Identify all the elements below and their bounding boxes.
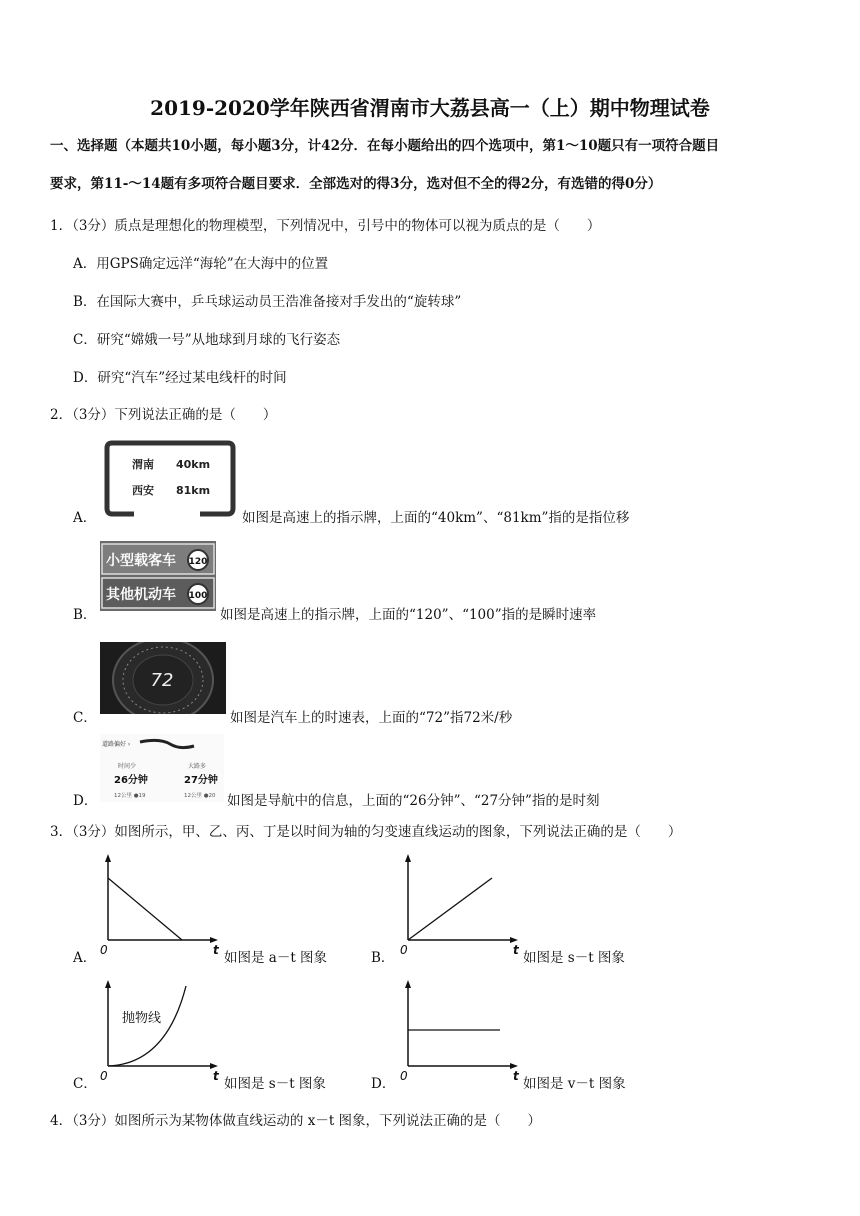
sign-distance-1: 40km [176, 458, 211, 471]
graph-d-axis: t [513, 1069, 519, 1082]
graph-a-origin: 0 [100, 943, 108, 956]
section-heading-line1: 一、选择题（本题共10小题，每小题3分，计42分．在每小题给出的四个选项中，第1～10题只有一项符合题目 [50, 138, 720, 154]
sign-speed-1: 120 [188, 557, 208, 567]
q2-option-b-text: 如图是高速上的指示牌，上面的“120”、“100”指的是瞬时速率 [220, 607, 597, 623]
graph-b-origin: 0 [400, 943, 408, 956]
q1-option-a: A．用GPS确定远洋“海轮”在大海中的位置 [73, 256, 329, 272]
graph-c-curve-label: 抛物线 [122, 1011, 162, 1026]
exam-title: 2019-2020学年陕西省渭南市大荔县高一（上）期中物理试卷 [150, 96, 710, 120]
q2-option-a-text: 如图是高速上的指示牌，上面的“40km”、“81km”指的是指位移 [242, 510, 630, 526]
graph-c-origin: 0 [100, 1069, 108, 1082]
graph-c-parabola [96, 978, 220, 1082]
q1-option-b: B．在国际大赛中，乒乓球运动员王浩准备接对手发出的“旋转球” [73, 294, 462, 310]
graph-c-axis: t [213, 1069, 219, 1082]
sign-place-2: 西安 [132, 484, 154, 497]
q3-option-d-letter: D． [371, 1076, 396, 1092]
sign-vehicle-2: 其他机动车 [106, 587, 176, 603]
speedometer-image [100, 642, 226, 714]
q1-stem: 1．（3分）质点是理想化的物理模型，下列情况中，引号中的物体可以视为质点的是（ ） [50, 218, 601, 234]
q1-option-d: D．研究“汽车”经过某电线杆的时间 [73, 370, 287, 386]
route2-time: 27分钟 [184, 775, 218, 786]
q2-option-d-text: 如图是导航中的信息，上面的“26分钟”、“27分钟”指的是时刻 [227, 793, 600, 809]
q3-option-a-letter: A． [73, 950, 97, 966]
graph-d-horizontal-line [396, 978, 520, 1082]
q2-option-d-letter: D． [73, 793, 98, 809]
graph-d-origin: 0 [400, 1069, 408, 1082]
q2-option-b-letter: B． [73, 607, 97, 623]
q2-stem: 2．（3分）下列说法正确的是（ ） [50, 407, 277, 423]
graph-b-axis: t [513, 943, 519, 956]
route1-time: 26分钟 [114, 775, 148, 786]
q2-option-a-letter: A． [73, 510, 97, 526]
q3-stem: 3．（3分）如图所示，甲、乙、丙、丁是以时间为轴的匀变速直线运动的图象，下列说法正确的是（ ） [50, 824, 682, 840]
sign-vehicle-1: 小型载客车 [106, 553, 176, 569]
q4-stem: 4．（3分）如图所示为某物体做直线运动的 x－t 图象，下列说法正确的是（ ） [50, 1113, 542, 1129]
graph-a-axis: t [213, 943, 219, 956]
q3-option-c-letter: C． [73, 1076, 97, 1092]
q1-option-c: C．研究“嫦娥一号”从地球到月球的飞行姿态 [73, 332, 341, 348]
graph-c-caption: 如图是 s－t 图象 [224, 1076, 326, 1092]
q2-option-c-text: 如图是汽车上的时速表，上面的“72”指72米/秒 [230, 710, 513, 726]
sign-place-1: 渭南 [132, 458, 154, 471]
sign-distance-2: 81km [176, 484, 211, 497]
speed-limit-sign-image [100, 541, 216, 611]
graph-d-caption: 如图是 v－t 图象 [523, 1076, 626, 1092]
route2-label: 大路多 [188, 763, 207, 770]
graph-b-caption: 如图是 s－t 图象 [523, 950, 625, 966]
graph-a-caption: 如图是 a－t 图象 [224, 950, 328, 966]
route1-label: 时间少 [118, 763, 137, 770]
graph-a-decreasing-line [96, 852, 220, 956]
speed-value: 72 [150, 670, 174, 691]
highway-distance-sign-image [104, 440, 236, 520]
route1-info: 12公里 ●19 [114, 793, 146, 799]
q3-option-b-letter: B． [371, 950, 395, 966]
route2-info: 12公里 ●20 [184, 793, 216, 799]
sign-speed-2: 100 [188, 591, 208, 601]
section-heading-line2: 要求，第11-～14题有多项符合题目要求．全部选对的得3分，选对但不全的得2分，有选错的得0分） [50, 176, 662, 192]
q2-option-c-letter: C． [73, 710, 97, 726]
graph-b-increasing-line [396, 852, 520, 956]
navigation-info-image [100, 734, 224, 802]
nav-header: 道路偏好 › [102, 741, 131, 748]
